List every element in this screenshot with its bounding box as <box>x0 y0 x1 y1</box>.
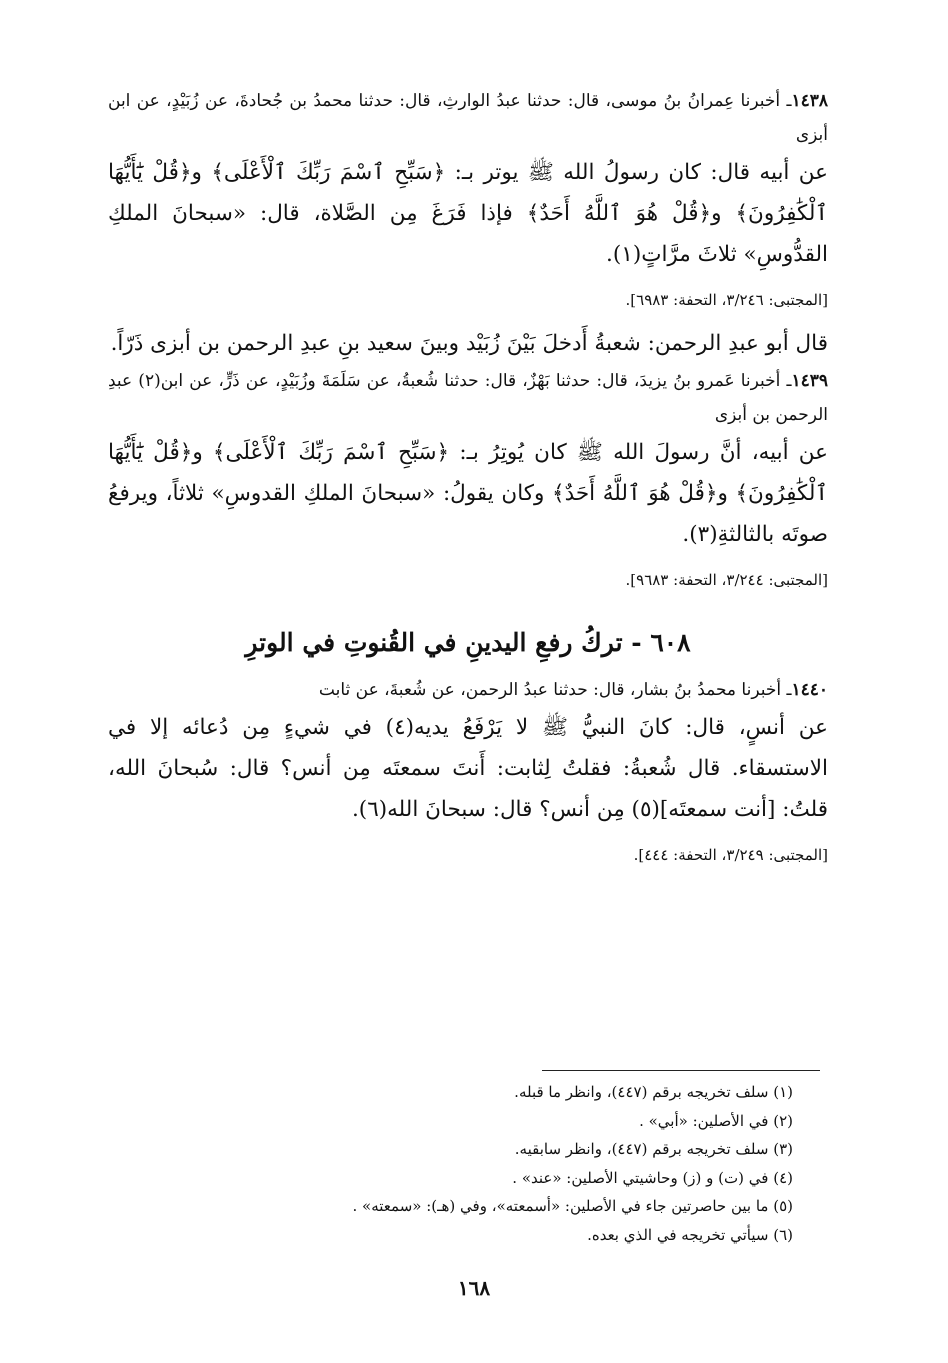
hadith-number: ١٤٣٩ <box>791 371 829 391</box>
hadith-1440-matn: عن أنسٍ، قال: كانَ النبيُّ ﷺ لا يَرْفَعُ يديه(٤) في شيءٍ مِن دُعائه إلا في الاستسقاء. قال شُعبةُ: فقلتُ لِثابت: أَنتَ سمعتَه مِن أنس؟ قال: سُبحانَ الله، قلتُ: [أنت سمعتَه](٥) مِن أنس؟ قال: سبحانَ الله(٦). <box>108 715 828 822</box>
hadith-1439-reference: [المجتبى: ٣/٢٤٤، التحفة: ٩٦٨٣]. <box>625 571 828 589</box>
hadith-1438-reference: [المجتبى: ٣/٢٤٦، التحفة: ٦٩٨٣]. <box>625 291 828 309</box>
hadith-1440-isnad <box>108 673 828 707</box>
footnote-1: (١) سلف تخريجه برقم (٤٤٧)، وانظر ما قبله. <box>514 1083 793 1101</box>
author-note: قال أبو عبدِ الرحمن: شعبةُ أَدخلَ بَيْنَ زُبَيْد وبينَ سعيد بنِ عبدِ الرحمن بن أبزى ذَرّاً. <box>110 331 828 356</box>
footnote-3: (٣) سلف تخريجه برقم (٤٤٧)، وانظر سابقيه. <box>514 1140 793 1158</box>
footnote-2: (٢) في الأصلين: «أبي» . <box>639 1111 793 1130</box>
footnote-6: (٦) سيأتي تخريجه في الذي بعده. <box>587 1225 793 1244</box>
hadith-1439-isnad <box>108 364 828 432</box>
isnad-text: ـ أخبرنا عَمرو بنُ يزيدَ، قال: حدثنا بَهْزٌ، قال: حدثنا شُعبةُ، عن سَلَمَةَ وزُبَيْدٍ، عن ذَرٍّ، عن ابن(٢) عبدِ الرحمن بن أبزى <box>108 371 828 425</box>
isnad-text: ـ أخبرنا عِمرانُ بنُ موسى، قال: حدثنا عبدُ الوارثِ، قال: حدثنا محمدُ بن جُحادةَ، عن زُبَيْدٍ، عن ابن أبزى <box>108 91 828 145</box>
footnote-5: (٥) ما بين حاصرتين جاء في الأصلين: «أسمعته»، وفي (هـ): «سمعته» . <box>352 1197 793 1215</box>
footnote-divider <box>542 1070 820 1071</box>
hadith-1440-reference: [المجتبى: ٣/٢٤٩، التحفة: ٤٤٤]. <box>633 846 828 864</box>
hadith-number: ١٤٤٠ <box>791 680 828 700</box>
chapter-heading: ٦٠٨ - تركُ رفعِ اليدينِ في القُنوتِ في الوترِ <box>245 628 691 657</box>
isnad-text: ـ أخبرنا محمدُ بنُ بشار، قال: حدثنا عبدُ الرحمن، عن شُعبةَ، عن ثابت <box>318 680 792 700</box>
hadith-1439-matn: عن أبيه، أنَّ رسولَ الله ﷺ كان يُوتِرُ بـ: ﴿سَبِّحِ ٱسْمَ رَبِّكَ ٱلْأَعْلَى﴾ و﴿قُلْ يَٰٓأَيُّهَا ٱلْكَٰفِرُونَ﴾ و﴿قُلْ هُوَ ٱللَّهُ أَحَدٌ﴾ وكان يقولُ: «سبحانَ الملكِ القدوسِ» ثلاثاً، ويرفعُ صوتَه بالثالثةِ(٣). <box>108 440 828 547</box>
footnotes <box>108 1078 793 1249</box>
hadith-number: ١٤٣٨ <box>791 91 828 111</box>
footnote-4: (٤) في (ت) و (ز) وحاشيتي الأصلين: «عند» . <box>512 1168 793 1187</box>
hadith-1438-isnad <box>108 84 828 152</box>
hadith-1438-matn: عن أبيه قال: كان رسولُ الله ﷺ يوتر بـ: ﴿سَبِّحِ ٱسْمَ رَبِّكَ ٱلْأَعْلَى﴾ و﴿قُلْ يَٰٓأَيُّهَا ٱلْكَٰفِرُونَ﴾ و﴿قُلْ هُوَ ٱللَّهُ أَحَدٌ﴾ فإذا فَرَغَ مِن الصَّلاة، قال: «سبحانَ الملكِ القدُّوسِ» ثلاثَ مرَّاتٍ(١). <box>108 160 828 267</box>
page-body <box>108 84 828 878</box>
page-number: ١٦٨ <box>457 1276 491 1300</box>
